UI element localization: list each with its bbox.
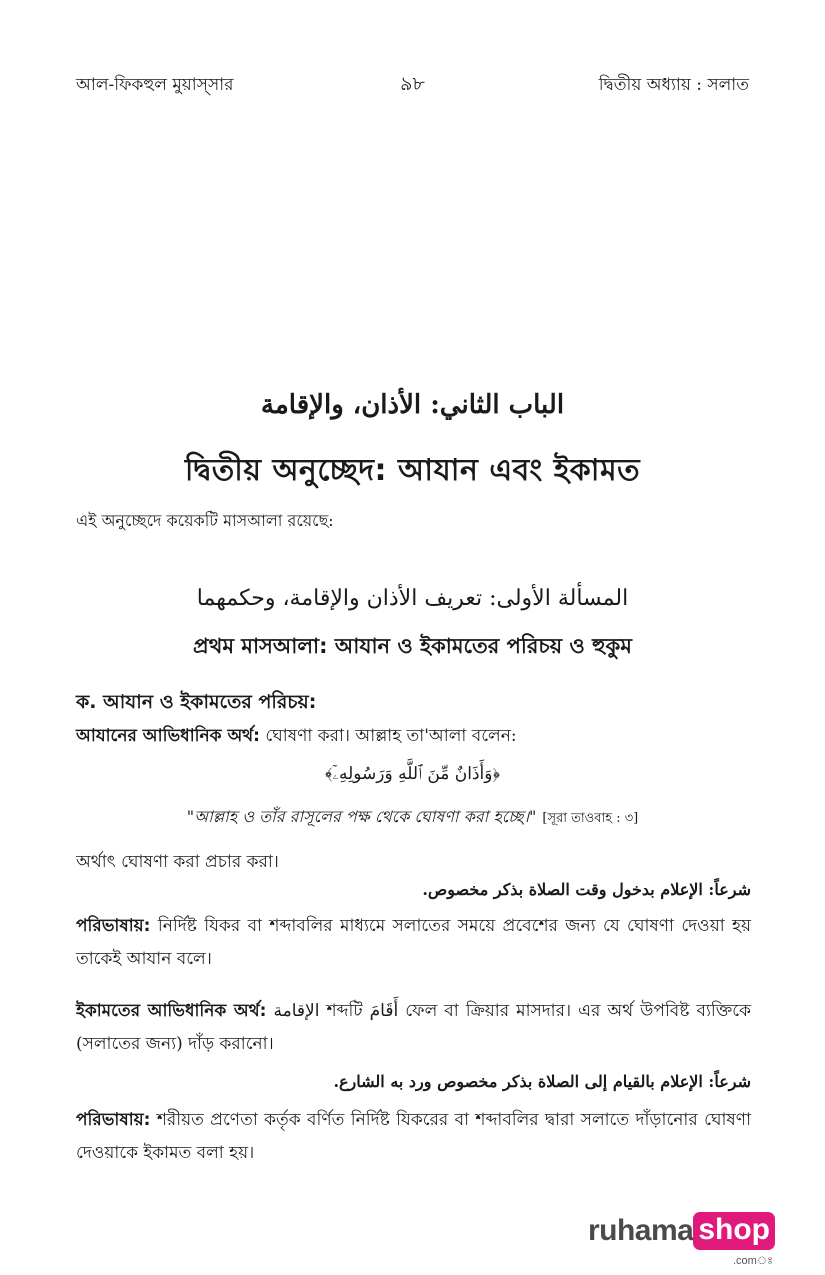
logo-word-shop: shop — [693, 1212, 775, 1250]
iqamah-lexical-label: ইকামতের আভিধানিক অর্থ: — [76, 1001, 267, 1021]
iqamah-terminology-text: শরীয়ত প্রণেতা কর্তৃক বর্ণিত নির্দিষ্ট যিকরের বা শব্দাবলির দ্বারা সলাতে দাঁড়ানোর ঘোষণা দেওয়াকে ইকামত বলা হয়। — [76, 1110, 751, 1163]
iqamah-lexical-paragraph — [76, 995, 751, 1061]
chapter-heading-bengali: দ্বিতীয় অনুচ্ছেদ: আযান এবং ইকামত — [184, 453, 641, 488]
chapter-heading-arabic: الباب الثاني: الأذان، والإقامة — [260, 390, 565, 420]
logo-domain: .comঃ — [732, 1255, 773, 1267]
intro-text: এই অনুচ্ছেদে কয়েকটি মাসআলা রয়েছে: — [76, 511, 334, 530]
adhan-lexical-paragraph — [76, 720, 751, 753]
adhan-terminology-text: নির্দিষ্ট যিকর বা শব্দাবলির মাধ্যমে সলাতের সময়ে প্রবেশের জন্য যে ঘোষণা দেওয়া হয় তাকেই আযান বলে। — [76, 916, 751, 969]
iqamah-sharia-definition-arabic: شرعاً: الإعلام بالقيام إلى الصلاة بذكر مخصوص ورد به الشارع. — [333, 1072, 751, 1091]
adhan-terminology-paragraph — [76, 910, 751, 976]
ruhamashop-watermark-logo — [587, 1212, 775, 1267]
iqamah-terminology-label: পরিভাষায়: — [76, 1110, 151, 1130]
logo-word-ruhama: ruhama — [587, 1214, 694, 1247]
verse-translation-text: "আল্লাহ ও তাঁর রাসূলের পক্ষ থেকে ঘোষণা করা হচ্ছে।" — [186, 807, 537, 826]
adhan-terminology-label: পরিভাষায়: — [76, 916, 151, 936]
adhan-meaning: অর্থাৎ ঘোষণা করা প্রচার করা। — [76, 852, 279, 872]
running-header-book-title: আল-ফিকহুল মুয়াস্‌সার — [76, 75, 234, 95]
iqamah-lexical-text: الإقامة শব্দটি أَقَامَ ফেল বা ক্রিয়ার মাসদার। এর অর্থ উপবিষ্ট ব্যক্তিকে (সলাতের জন্য) দাঁড় করানো। — [76, 1001, 751, 1054]
adhan-lexical-label: আযানের আভিধানিক অর্থ: — [76, 726, 260, 746]
adhan-sharia-definition-arabic: شرعاً: الإعلام بدخول وقت الصلاة بذكر مخصوص. — [422, 880, 751, 899]
issue-heading-arabic: المسألة الأولى: تعريف الأذان والإقامة، وحكمهما — [196, 586, 629, 611]
section-heading: ক. আযান ও ইকামতের পরিচয়: — [76, 691, 317, 713]
issue-heading-bengali: প্রথম মাসআলা: আযান ও ইকামতের পরিচয় ও হুকুম — [193, 634, 632, 658]
adhan-lexical-text: ঘোষণা করা। আল্লাহ তা'আলা বলেন: — [259, 726, 517, 746]
verse-translation — [60, 804, 765, 831]
verse-reference: [সূরা তাওবাহ : ৩] — [542, 811, 639, 826]
page-number: ৯৮ — [400, 73, 425, 95]
quran-verse-arabic: ﴿وَأَذَانٌ مِّنَ ٱللَّهِ وَرَسُولِهِۦٓ﴾ — [324, 764, 501, 784]
iqamah-terminology-paragraph — [76, 1104, 751, 1170]
logo-shop-box — [693, 1212, 775, 1267]
running-header-chapter: দ্বিতীয় অধ্যায় : সলাত — [598, 75, 749, 95]
